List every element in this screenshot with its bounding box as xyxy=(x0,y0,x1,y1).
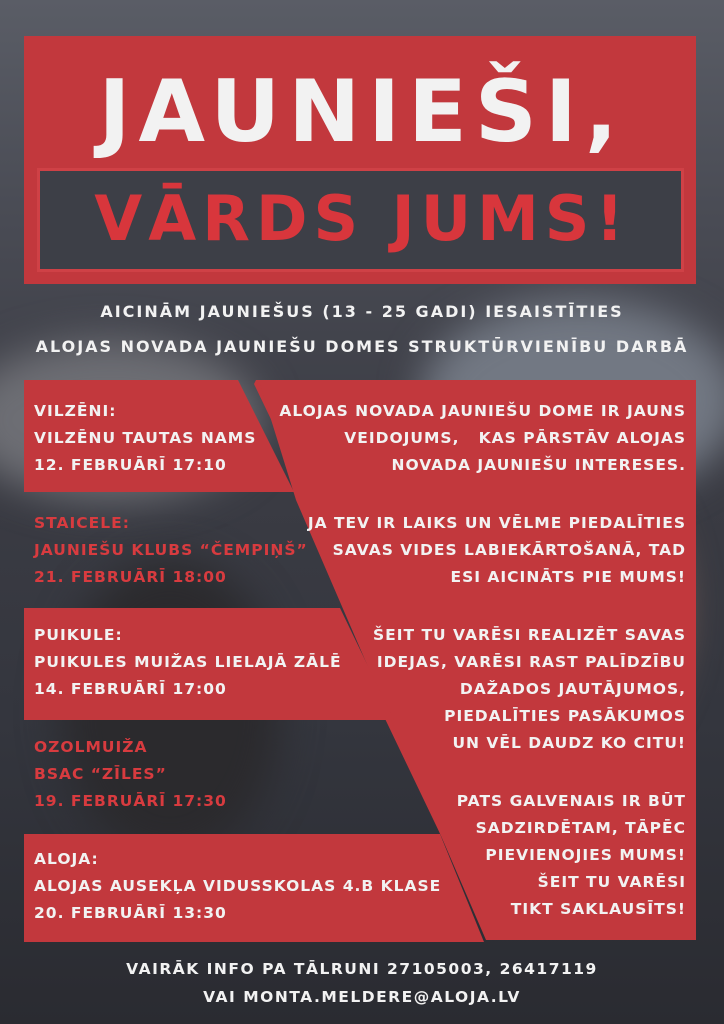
title-line-2: VĀRDS JUMS! xyxy=(94,182,630,255)
info-paragraph-1 xyxy=(279,398,686,479)
highlight-word: PASĀKUMOS xyxy=(567,707,686,725)
event-vilzeni xyxy=(34,398,256,479)
info-line: VEIDOJUMS, KAS PĀRSTĀV ALOJAS xyxy=(344,429,686,447)
event-ozolmuiza xyxy=(34,734,227,815)
event-date: 21. FEBRUĀRĪ 18:00 xyxy=(34,568,227,586)
event-place: ALOJA: xyxy=(34,850,99,868)
event-date: 14. FEBRUĀRĪ 17:00 xyxy=(34,680,227,698)
event-date: 12. FEBRUĀRĪ 17:10 xyxy=(34,456,227,474)
info-line xyxy=(373,703,686,730)
event-venue: ALOJAS AUSEKĻA VIDUSSKOLAS 4.B KLASE xyxy=(34,877,442,895)
info-line: JA TEV IR LAIKS UN VĒLME PIEDALĪTIES xyxy=(307,514,686,532)
intro-line-1: AICINĀM JAUNIEŠUS (13 - 25 GADI) IESAISTĪTIES xyxy=(100,302,624,321)
event-venue: JAUNIEŠU KLUBS “ČEMPIŅŠ” xyxy=(34,541,308,559)
info-line: PATS GALVENAIS IR BŪT xyxy=(456,792,686,810)
event-date: 20. FEBRUĀRĪ 13:30 xyxy=(34,904,227,922)
info-line: TIKT SAKLAUSĪTS! xyxy=(510,900,686,918)
info-line: ŠEIT TU VARĒSI REALIZĒT SAVAS xyxy=(372,626,686,644)
event-venue: PUIKULES MUIŽAS LIELAJĀ ZĀLĒ xyxy=(34,653,342,671)
info-paragraph-2 xyxy=(308,510,686,591)
event-place: OZOLMUIŽA xyxy=(34,738,148,756)
event-place: PUIKULE: xyxy=(34,626,123,644)
info-text: PIEDALĪTIES xyxy=(444,707,568,725)
title-line-1: JAUNIEŠI, xyxy=(98,62,626,162)
info-line: ŠEIT TU VARĒSI xyxy=(537,873,686,891)
footer-email[interactable]: VAI MONTA.MELDERE@ALOJA.LV xyxy=(203,988,521,1006)
event-venue: VILZĒNU TAUTAS NAMS xyxy=(34,429,257,447)
footer-phone: VAIRĀK INFO PA TĀLRUNI 27105003, 26417119 xyxy=(126,960,598,978)
info-paragraph-3 xyxy=(373,622,686,757)
event-date: 19. FEBRUĀRĪ 17:30 xyxy=(34,792,227,810)
info-line: DAŽADOS JAUTĀJUMOS, xyxy=(459,680,686,698)
event-place: STAICELE: xyxy=(34,514,130,532)
intro-line-2: ALOJAS NOVADA JAUNIEŠU DOMES STRUKTŪRVIENĪBU DARBĀ xyxy=(35,337,689,356)
event-place: VILZĒNI: xyxy=(34,402,117,420)
event-staicele xyxy=(34,510,308,591)
info-line: SADZIRDĒTAM, TĀPĒC xyxy=(475,819,686,837)
info-line: ALOJAS NOVADA JAUNIEŠU DOME IR JAUNS xyxy=(279,402,686,420)
info-line: ESI AICINĀTS PIE MUMS! xyxy=(450,568,686,586)
event-venue: BSAC “ZĪLES” xyxy=(34,765,167,783)
info-line: UN VĒL DAUDZ KO CITU! xyxy=(452,734,686,752)
info-line: IDEJAS, VARĒSI RAST PALĪDZĪBU xyxy=(376,653,686,671)
info-line: SAVAS VIDES LABIEKĀRTOŠANĀ, TAD xyxy=(332,541,686,559)
event-aloja xyxy=(34,846,441,927)
info-line: PIEVIENOJIES MUMS! xyxy=(485,846,686,864)
info-paragraph-4 xyxy=(457,788,686,923)
event-puikule xyxy=(34,622,342,703)
info-line: NOVADA JAUNIEŠU INTERESES. xyxy=(391,456,686,474)
